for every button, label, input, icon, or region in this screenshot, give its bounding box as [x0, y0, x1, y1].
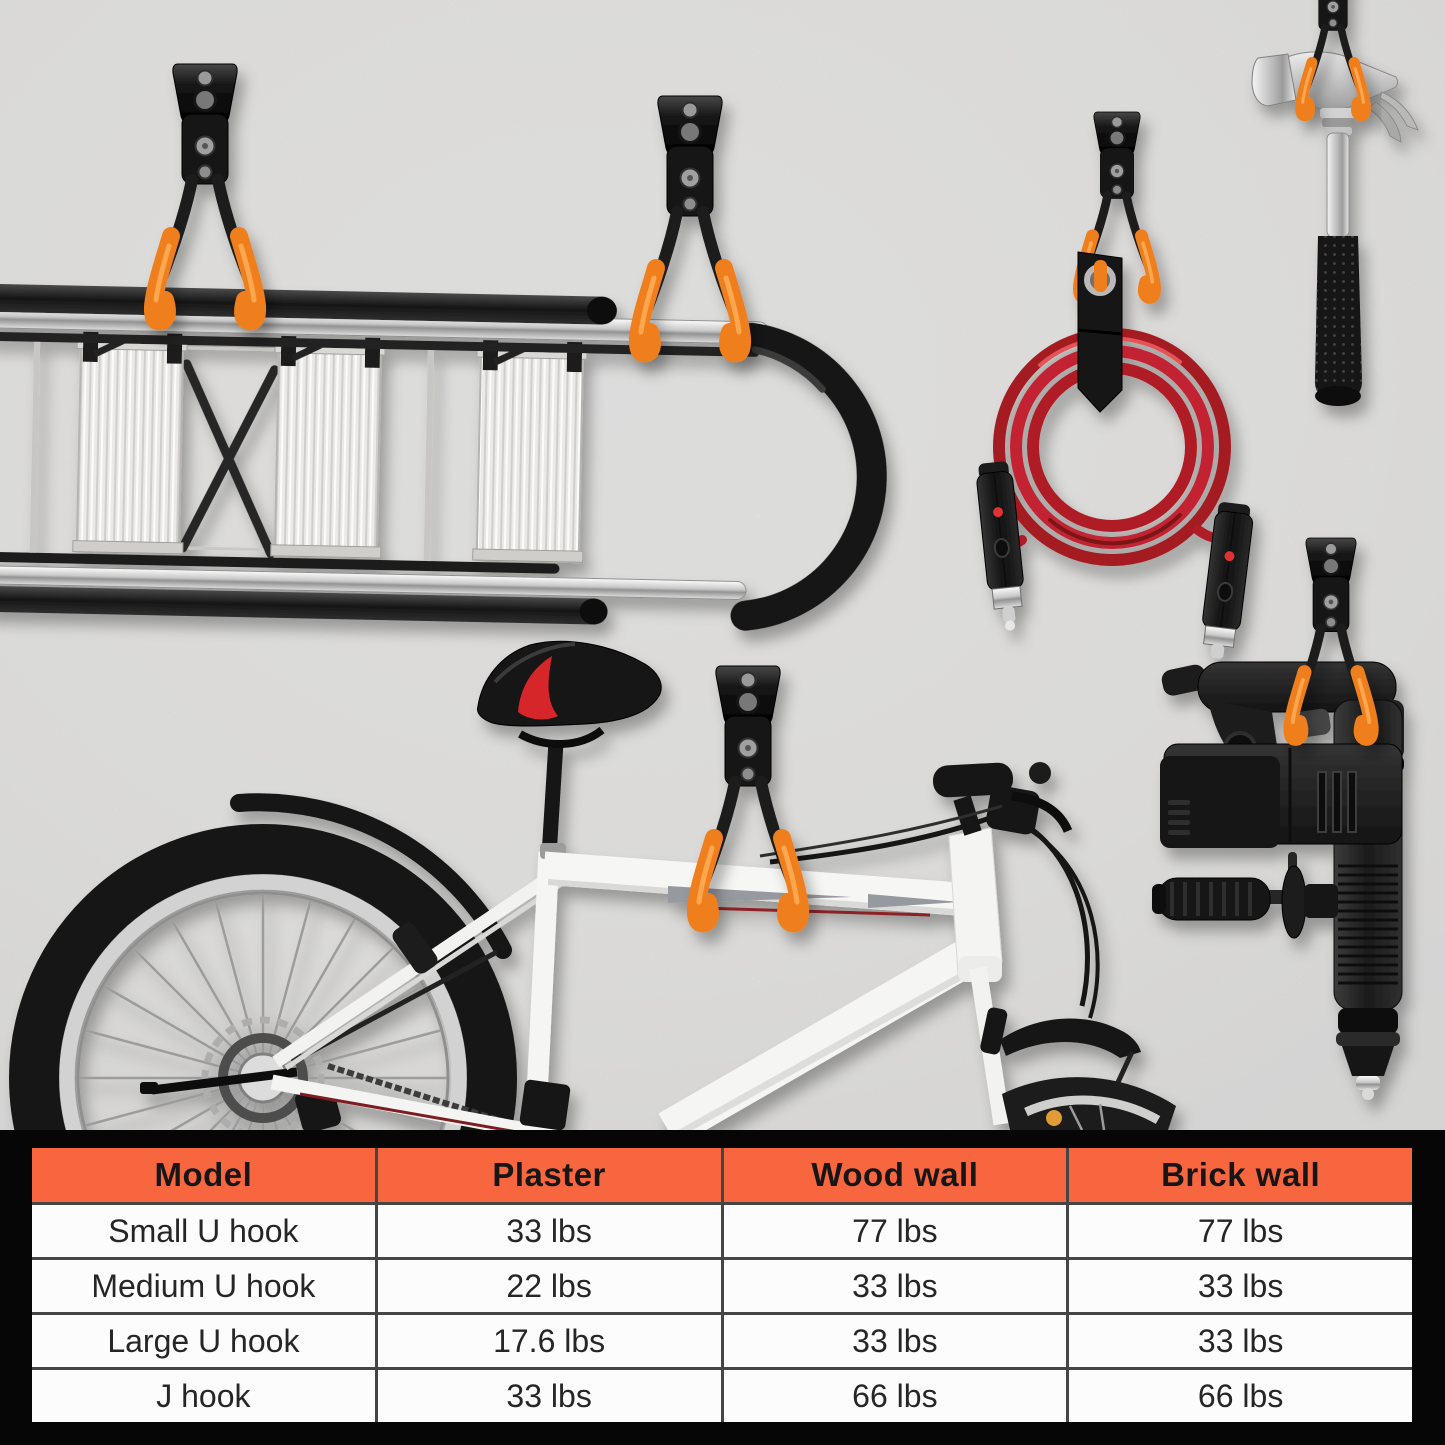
cell-model: Medium U hook [32, 1260, 375, 1312]
cell-model: Large U hook [32, 1315, 375, 1367]
hammer-face [1252, 54, 1296, 106]
cell-value: 33 lbs [1069, 1315, 1412, 1367]
cell-value: 33 lbs [1069, 1260, 1412, 1312]
col-header-wood-wall: Wood wall [724, 1148, 1067, 1202]
cell-model: Small U hook [32, 1205, 375, 1257]
drill-chuck [1338, 1008, 1398, 1034]
cell-value: 22 lbs [378, 1260, 721, 1312]
cell-value: 33 lbs [724, 1315, 1067, 1367]
seatpost [549, 742, 556, 856]
col-header-plaster: Plaster [378, 1148, 721, 1202]
cord-strap [1078, 252, 1122, 412]
cell-value: 33 lbs [378, 1205, 721, 1257]
cell-value: 17.6 lbs [378, 1315, 721, 1367]
weight-capacity-table [32, 1148, 1412, 1422]
col-header-brick-wall: Brick wall [1069, 1148, 1412, 1202]
cell-value: 66 lbs [724, 1370, 1067, 1422]
hammer-shaft [1327, 133, 1349, 237]
cell-value: 77 lbs [1069, 1205, 1412, 1257]
spec-table-band [0, 1130, 1445, 1445]
handlebar-grip [932, 762, 1014, 798]
cell-value: 33 lbs [724, 1260, 1067, 1312]
seat-tube [537, 852, 549, 1096]
ladder-steps [33, 331, 588, 564]
col-header-model: Model [32, 1148, 375, 1202]
cell-model: J hook [32, 1370, 375, 1422]
cell-value: 33 lbs [378, 1370, 721, 1422]
wheel-reflector [1046, 1110, 1062, 1126]
cell-value: 77 lbs [724, 1205, 1067, 1257]
cell-value: 66 lbs [1069, 1370, 1412, 1422]
